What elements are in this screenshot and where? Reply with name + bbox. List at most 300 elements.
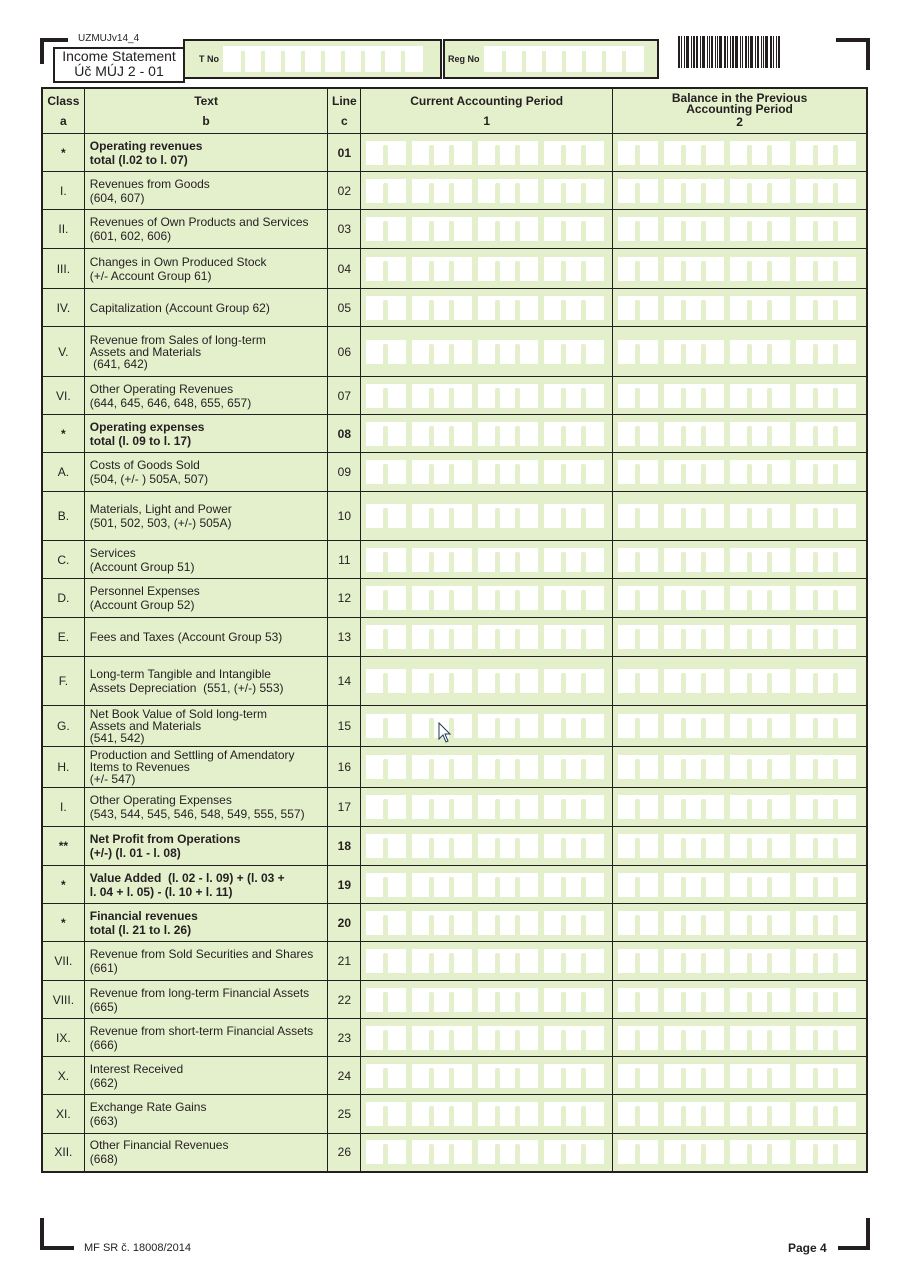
tax-number-digit-cell[interactable] [383, 46, 403, 72]
digit-cell[interactable] [704, 755, 724, 779]
digit-cell[interactable] [704, 586, 724, 610]
digit-cell[interactable] [386, 834, 406, 858]
digit-cell[interactable] [770, 384, 790, 408]
digit-cell[interactable] [518, 460, 538, 484]
current-period-amount-input[interactable] [366, 257, 607, 281]
tax-number-digit-cell[interactable] [303, 46, 323, 72]
digit-cell[interactable] [584, 1140, 604, 1164]
digit-cell[interactable] [584, 988, 604, 1012]
digit-cell[interactable] [638, 141, 658, 165]
digit-cell[interactable] [518, 873, 538, 897]
digit-cell[interactable] [704, 834, 724, 858]
previous-period-amount-input[interactable] [618, 988, 861, 1012]
digit-cell[interactable] [836, 422, 856, 446]
digit-cell[interactable] [386, 755, 406, 779]
digit-cell[interactable] [770, 504, 790, 528]
digit-cell[interactable] [770, 422, 790, 446]
digit-cell[interactable] [518, 1026, 538, 1050]
digit-cell[interactable] [770, 257, 790, 281]
digit-cell[interactable] [518, 1064, 538, 1088]
registration-number-digit-cell[interactable] [544, 46, 564, 72]
registration-number-digit-cell[interactable] [504, 46, 524, 72]
digit-cell[interactable] [770, 669, 790, 693]
current-period-amount-input[interactable] [366, 1140, 607, 1164]
digit-cell[interactable] [836, 586, 856, 610]
digit-cell[interactable] [770, 1026, 790, 1050]
digit-cell[interactable] [518, 988, 538, 1012]
current-period-amount-input[interactable] [366, 988, 607, 1012]
digit-cell[interactable] [836, 988, 856, 1012]
digit-cell[interactable] [452, 422, 472, 446]
digit-cell[interactable] [452, 755, 472, 779]
row-text [84, 377, 328, 415]
digit-cell[interactable] [584, 586, 604, 610]
digit-group [412, 988, 472, 1012]
current-period-amount-input[interactable] [366, 755, 607, 779]
digit-cell[interactable] [638, 1026, 658, 1050]
previous-period-amount-input[interactable] [618, 217, 861, 241]
digit-cell[interactable] [452, 625, 472, 649]
digit-cell[interactable] [836, 1102, 856, 1126]
digit-cell[interactable] [452, 949, 472, 973]
digit-cell[interactable] [638, 1102, 658, 1126]
digit-cell[interactable] [638, 873, 658, 897]
current-period-amount-input[interactable] [366, 834, 607, 858]
digit-cell[interactable] [518, 340, 538, 364]
previous-period-amount-input[interactable] [618, 179, 861, 203]
digit-cell[interactable] [836, 669, 856, 693]
digit-cell[interactable] [584, 179, 604, 203]
digit-cell[interactable] [452, 384, 472, 408]
digit-cell[interactable] [770, 217, 790, 241]
digit-cell[interactable] [518, 217, 538, 241]
digit-cell[interactable] [386, 1064, 406, 1088]
digit-cell[interactable] [638, 949, 658, 973]
digit-cell[interactable] [584, 795, 604, 819]
digit-cell[interactable] [704, 1102, 724, 1126]
digit-cell[interactable] [386, 625, 406, 649]
row-text-line: (668) [89, 1152, 118, 1167]
digit-cell[interactable] [584, 911, 604, 935]
digit-cell[interactable] [836, 714, 856, 738]
tax-number-digit-cell[interactable] [223, 46, 243, 72]
digit-cell[interactable] [386, 384, 406, 408]
row-text-line: Capitalization (Account Group 62) [89, 300, 270, 315]
digit-cell[interactable] [770, 834, 790, 858]
digit-cell[interactable] [770, 714, 790, 738]
digit-cell[interactable] [638, 296, 658, 320]
digit-cell[interactable] [704, 384, 724, 408]
digit-cell[interactable] [386, 949, 406, 973]
tax-number-digit-cell[interactable] [323, 46, 343, 72]
digit-cell[interactable] [704, 504, 724, 528]
digit-cell[interactable] [386, 548, 406, 572]
digit-cell[interactable] [704, 949, 724, 973]
digit-cell[interactable] [584, 834, 604, 858]
digit-cell[interactable] [584, 1026, 604, 1050]
column-header-class-label: Class [47, 94, 80, 108]
digit-cell[interactable] [770, 988, 790, 1012]
digit-cell[interactable] [836, 257, 856, 281]
digit-cell[interactable] [452, 1140, 472, 1164]
digit-cell[interactable] [518, 714, 538, 738]
digit-cell[interactable] [518, 795, 538, 819]
digit-cell[interactable] [518, 1140, 538, 1164]
digit-cell[interactable] [836, 217, 856, 241]
digit-cell[interactable] [836, 141, 856, 165]
digit-cell[interactable] [770, 1064, 790, 1088]
registration-number-digit-cell[interactable] [524, 46, 544, 72]
digit-cell[interactable] [836, 1026, 856, 1050]
row-class: * [42, 415, 84, 453]
digit-cell[interactable] [452, 460, 472, 484]
digit-cell[interactable] [386, 1026, 406, 1050]
digit-cell[interactable] [704, 669, 724, 693]
digit-cell[interactable] [452, 988, 472, 1012]
current-period-amount-input[interactable] [366, 141, 607, 165]
digit-cell[interactable] [452, 1102, 472, 1126]
row-text [84, 327, 328, 377]
digit-cell[interactable] [584, 714, 604, 738]
current-period-amount-input[interactable] [366, 714, 607, 738]
previous-period-amount-input[interactable] [618, 422, 861, 446]
digit-cell[interactable] [836, 548, 856, 572]
digit-cell[interactable] [638, 257, 658, 281]
digit-cell[interactable] [638, 669, 658, 693]
digit-cell[interactable] [584, 217, 604, 241]
digit-cell[interactable] [836, 911, 856, 935]
registration-number-digit-cell[interactable] [564, 46, 584, 72]
previous-period-amount-input[interactable] [618, 714, 861, 738]
digit-group [664, 1064, 724, 1088]
digit-cell[interactable] [704, 911, 724, 935]
previous-period-amount-input[interactable] [618, 1102, 861, 1126]
digit-cell[interactable] [704, 625, 724, 649]
row-text-line: total (l. 21 to l. 26) [89, 922, 192, 937]
current-period-amount-input[interactable] [366, 548, 607, 572]
digit-cell[interactable] [836, 460, 856, 484]
current-period-amount-input[interactable] [366, 873, 607, 897]
previous-period-amount-input[interactable] [618, 1064, 861, 1088]
digit-cell[interactable] [386, 714, 406, 738]
digit-cell[interactable] [836, 755, 856, 779]
digit-cell[interactable] [518, 755, 538, 779]
digit-cell[interactable] [452, 548, 472, 572]
previous-period-amount-input[interactable] [618, 296, 861, 320]
digit-cell[interactable] [386, 504, 406, 528]
previous-period-amount-input[interactable] [618, 460, 861, 484]
digit-cell[interactable] [836, 179, 856, 203]
digit-cell[interactable] [770, 1140, 790, 1164]
digit-cell[interactable] [836, 949, 856, 973]
previous-period-cell [613, 981, 867, 1019]
digit-cell[interactable] [704, 217, 724, 241]
digit-cell[interactable] [584, 141, 604, 165]
digit-cell[interactable] [386, 460, 406, 484]
digit-group [366, 1026, 406, 1050]
digit-cell[interactable] [836, 795, 856, 819]
digit-cell[interactable] [452, 873, 472, 897]
digit-cell[interactable] [770, 911, 790, 935]
digit-cell[interactable] [518, 834, 538, 858]
digit-cell[interactable] [584, 460, 604, 484]
barcode-bar [765, 36, 768, 68]
digit-cell[interactable] [584, 949, 604, 973]
digit-cell[interactable] [584, 548, 604, 572]
digit-cell[interactable] [638, 586, 658, 610]
registration-number-digit-cell[interactable] [584, 46, 604, 72]
digit-cell[interactable] [704, 257, 724, 281]
digit-cell[interactable] [386, 179, 406, 203]
digit-cell[interactable] [386, 1140, 406, 1164]
digit-cell[interactable] [518, 1102, 538, 1126]
digit-cell[interactable] [836, 504, 856, 528]
digit-cell[interactable] [518, 179, 538, 203]
current-period-amount-input[interactable] [366, 179, 607, 203]
digit-cell[interactable] [704, 422, 724, 446]
digit-cell[interactable] [704, 340, 724, 364]
digit-cell[interactable] [584, 384, 604, 408]
digit-cell[interactable] [584, 755, 604, 779]
tax-number-digit-cell[interactable] [263, 46, 283, 72]
digit-cell[interactable] [836, 625, 856, 649]
digit-cell[interactable] [638, 834, 658, 858]
digit-cell[interactable] [638, 911, 658, 935]
tax-number-digit-cell[interactable] [283, 46, 303, 72]
digit-cell[interactable] [770, 1102, 790, 1126]
previous-period-amount-input[interactable] [618, 669, 861, 693]
digit-cell[interactable] [770, 625, 790, 649]
registration-number-digit-cell[interactable] [624, 46, 644, 72]
digit-cell[interactable] [584, 340, 604, 364]
digit-cell[interactable] [584, 873, 604, 897]
digit-cell[interactable] [518, 384, 538, 408]
digit-group [664, 911, 724, 935]
digit-cell[interactable] [452, 714, 472, 738]
digit-cell[interactable] [386, 988, 406, 1012]
previous-period-amount-input[interactable] [618, 548, 861, 572]
table-header-row [42, 88, 867, 134]
digit-cell[interactable] [386, 257, 406, 281]
tax-number-digit-cell[interactable] [363, 46, 383, 72]
digit-cell[interactable] [386, 586, 406, 610]
digit-group [796, 179, 856, 203]
previous-period-amount-input[interactable] [618, 834, 861, 858]
digit-cell[interactable] [704, 1026, 724, 1050]
row-line-number: 12 [328, 579, 361, 618]
previous-period-amount-input[interactable] [618, 625, 861, 649]
digit-cell[interactable] [452, 669, 472, 693]
previous-period-amount-input[interactable] [618, 1140, 861, 1164]
barcode-bar [742, 36, 743, 68]
tax-number-digit-cell[interactable] [403, 46, 423, 72]
digit-cell[interactable] [704, 1064, 724, 1088]
digit-cell[interactable] [704, 179, 724, 203]
previous-period-amount-input[interactable] [618, 755, 861, 779]
digit-cell[interactable] [452, 179, 472, 203]
current-period-amount-input[interactable] [366, 586, 607, 610]
digit-cell[interactable] [584, 296, 604, 320]
digit-cell[interactable] [518, 586, 538, 610]
digit-cell[interactable] [704, 873, 724, 897]
previous-period-amount-input[interactable] [618, 504, 861, 528]
digit-cell[interactable] [770, 179, 790, 203]
digit-cell[interactable] [638, 460, 658, 484]
digit-cell[interactable] [638, 504, 658, 528]
digit-cell[interactable] [386, 141, 406, 165]
digit-cell[interactable] [638, 422, 658, 446]
current-period-amount-input[interactable] [366, 949, 607, 973]
previous-period-amount-input[interactable] [618, 257, 861, 281]
digit-cell[interactable] [638, 988, 658, 1012]
previous-period-amount-input[interactable] [618, 949, 861, 973]
current-period-amount-input[interactable] [366, 504, 607, 528]
digit-cell[interactable] [638, 340, 658, 364]
digit-cell[interactable] [386, 296, 406, 320]
digit-cell[interactable] [770, 873, 790, 897]
digit-cell[interactable] [836, 296, 856, 320]
previous-period-amount-input[interactable] [618, 141, 861, 165]
digit-cell[interactable] [704, 1140, 724, 1164]
registration-number-digit-cell[interactable] [604, 46, 624, 72]
digit-cell[interactable] [770, 340, 790, 364]
digit-cell[interactable] [638, 755, 658, 779]
digit-cell[interactable] [452, 911, 472, 935]
digit-cell[interactable] [518, 257, 538, 281]
digit-cell[interactable] [584, 422, 604, 446]
current-period-amount-input[interactable] [366, 625, 607, 649]
registration-number-digit-cell[interactable] [484, 46, 504, 72]
digit-cell[interactable] [638, 1140, 658, 1164]
digit-cell[interactable] [386, 669, 406, 693]
digit-cell[interactable] [836, 834, 856, 858]
digit-cell[interactable] [518, 548, 538, 572]
digit-cell[interactable] [704, 714, 724, 738]
previous-period-amount-input[interactable] [618, 795, 861, 819]
tax-number-digit-cell[interactable] [343, 46, 363, 72]
digit-cell[interactable] [638, 217, 658, 241]
digit-cell[interactable] [770, 795, 790, 819]
digit-cell[interactable] [638, 625, 658, 649]
digit-cell[interactable] [584, 669, 604, 693]
previous-period-amount-input[interactable] [618, 340, 861, 364]
digit-cell[interactable] [452, 1064, 472, 1088]
digit-cell[interactable] [770, 755, 790, 779]
digit-cell[interactable] [518, 422, 538, 446]
current-period-amount-input[interactable] [366, 217, 607, 241]
digit-cell[interactable] [584, 504, 604, 528]
digit-cell[interactable] [704, 296, 724, 320]
current-period-amount-input[interactable] [366, 384, 607, 408]
digit-cell[interactable] [584, 1064, 604, 1088]
current-period-amount-input[interactable] [366, 296, 607, 320]
previous-period-amount-input[interactable] [618, 873, 861, 897]
tax-number-digit-cell[interactable] [243, 46, 263, 72]
previous-period-cell [613, 904, 867, 942]
digit-cell[interactable] [638, 179, 658, 203]
previous-period-amount-input[interactable] [618, 586, 861, 610]
current-period-amount-input[interactable] [366, 1064, 607, 1088]
current-period-amount-input[interactable] [366, 1026, 607, 1050]
digit-cell[interactable] [584, 625, 604, 649]
digit-cell[interactable] [386, 422, 406, 446]
digit-cell[interactable] [704, 988, 724, 1012]
digit-cell[interactable] [584, 1102, 604, 1126]
current-period-amount-input[interactable] [366, 340, 607, 364]
current-period-amount-input[interactable] [366, 669, 607, 693]
digit-cell[interactable] [452, 340, 472, 364]
digit-cell[interactable] [638, 1064, 658, 1088]
digit-cell[interactable] [452, 296, 472, 320]
digit-cell[interactable] [452, 1026, 472, 1050]
digit-cell[interactable] [452, 141, 472, 165]
digit-cell[interactable] [584, 257, 604, 281]
digit-cell[interactable] [770, 949, 790, 973]
digit-cell[interactable] [518, 949, 538, 973]
digit-cell[interactable] [770, 141, 790, 165]
digit-group [796, 911, 856, 935]
digit-cell[interactable] [836, 1140, 856, 1164]
digit-cell[interactable] [452, 504, 472, 528]
current-period-amount-input[interactable] [366, 911, 607, 935]
digit-cell[interactable] [386, 911, 406, 935]
digit-cell[interactable] [836, 384, 856, 408]
digit-cell[interactable] [704, 548, 724, 572]
digit-cell[interactable] [518, 296, 538, 320]
digit-cell[interactable] [770, 296, 790, 320]
current-period-amount-input[interactable] [366, 460, 607, 484]
digit-cell[interactable] [704, 141, 724, 165]
previous-period-amount-input[interactable] [618, 1026, 861, 1050]
digit-cell[interactable] [770, 586, 790, 610]
barcode-bar [763, 36, 764, 68]
digit-cell[interactable] [452, 586, 472, 610]
digit-cell[interactable] [518, 504, 538, 528]
digit-cell[interactable] [704, 795, 724, 819]
digit-cell[interactable] [704, 460, 724, 484]
previous-period-amount-input[interactable] [618, 911, 861, 935]
digit-cell[interactable] [836, 340, 856, 364]
digit-cell[interactable] [386, 795, 406, 819]
digit-cell[interactable] [770, 460, 790, 484]
current-period-amount-input[interactable] [366, 1102, 607, 1126]
current-period-amount-input[interactable] [366, 795, 607, 819]
digit-cell[interactable] [518, 141, 538, 165]
digit-cell[interactable] [386, 1102, 406, 1126]
barcode-bar [778, 36, 780, 68]
digit-cell[interactable] [638, 714, 658, 738]
digit-cell[interactable] [452, 217, 472, 241]
digit-cell[interactable] [386, 340, 406, 364]
digit-cell[interactable] [836, 873, 856, 897]
digit-cell[interactable] [452, 257, 472, 281]
digit-cell[interactable] [518, 669, 538, 693]
digit-cell[interactable] [452, 795, 472, 819]
previous-period-amount-input[interactable] [618, 384, 861, 408]
digit-cell[interactable] [452, 834, 472, 858]
current-period-amount-input[interactable] [366, 422, 607, 446]
digit-group [618, 141, 658, 165]
digit-cell[interactable] [638, 795, 658, 819]
digit-cell[interactable] [770, 548, 790, 572]
digit-cell[interactable] [518, 911, 538, 935]
digit-cell[interactable] [518, 625, 538, 649]
digit-cell[interactable] [386, 873, 406, 897]
digit-cell[interactable] [386, 217, 406, 241]
digit-cell[interactable] [638, 384, 658, 408]
digit-cell[interactable] [638, 548, 658, 572]
digit-cell[interactable] [836, 1064, 856, 1088]
